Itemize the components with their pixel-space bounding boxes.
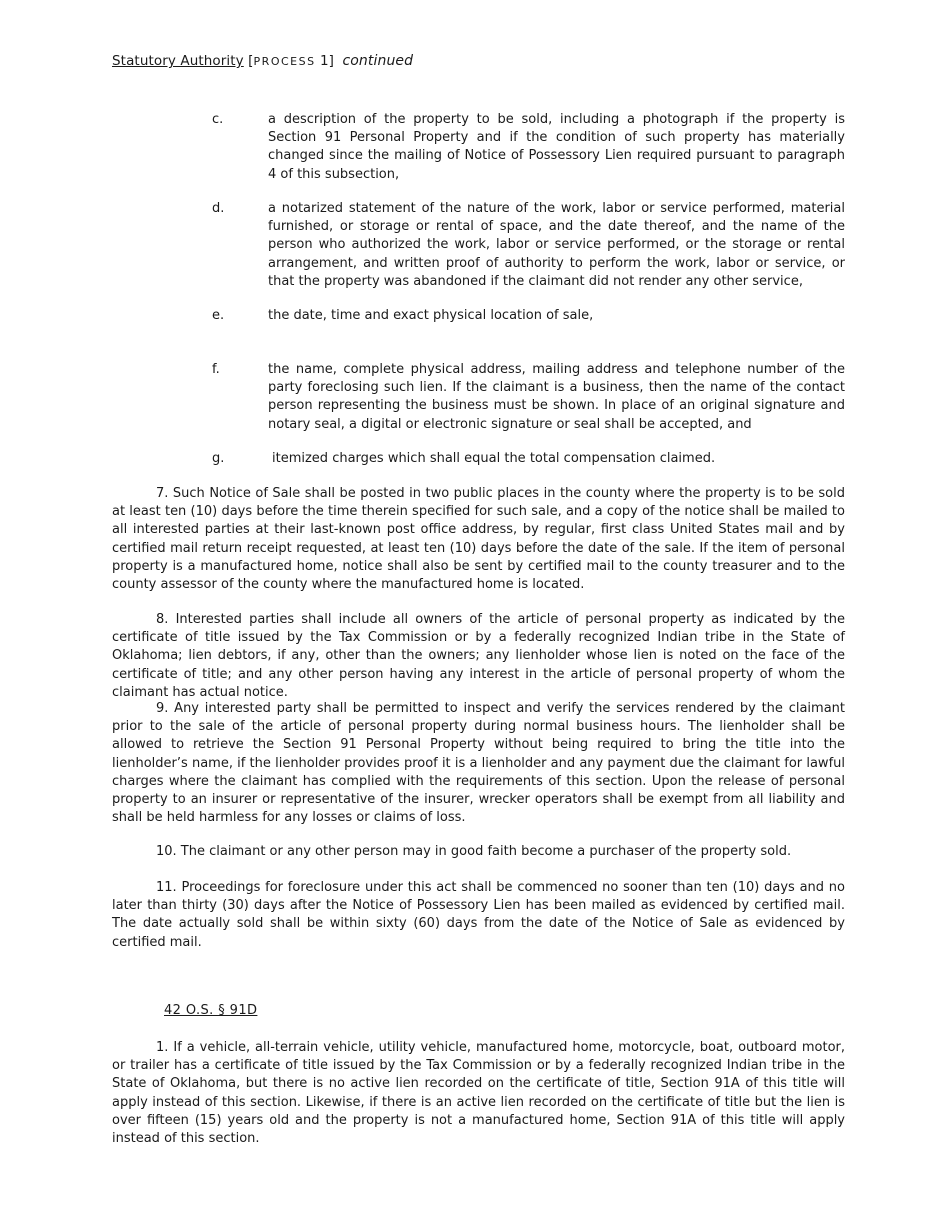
list-item-text: the date, time and exact physical location of sale, xyxy=(268,308,594,323)
list-item-text: itemized charges which shall equal the total compensation claimed. xyxy=(272,451,716,466)
paragraph-10: 10. The claimant or any other person may in good faith become a purchaser of the property sold. xyxy=(156,844,792,859)
paragraph-7: 7. Such Notice of Sale shall be posted in two public places in the county where the property is to be sold at least ten (10) days before the time therein specified for such sale, and a copy of the notice shall be mailed to all interested parties at their last-known post office address, by regular, first class United States mail and by certified mail return receipt requested, at least ten (10) days before the date of the sale. If the item of personal property is a manufactured home, notice shall also be sent by certified mail to the county treasurer and to the county assessor of the county where the manufactured home is located. xyxy=(112,486,845,593)
list-item-e xyxy=(212,307,845,325)
header-title: Statutory Authority xyxy=(112,53,244,69)
list-item-letter: c. xyxy=(212,112,224,127)
list-item-letter: d. xyxy=(212,201,225,216)
header-process: PROCESS xyxy=(253,55,316,68)
list-item-f xyxy=(212,361,845,434)
page-header xyxy=(112,53,413,69)
list-item-text: a notarized statement of the nature of the work, labor or service performed, material furnished, or storage or rental of space, and the date thereof, and the name of the person who authorized the work, labor or service performed, or the storage or rental arrangement, and written proof of authority to perform the work, labor or service, or that the property was abandoned if the claimant did not render any other service, xyxy=(268,201,845,289)
list-item-letter: f. xyxy=(212,362,220,377)
header-bracket: [ xyxy=(248,53,254,69)
list-item-g xyxy=(212,450,845,468)
list-item-text: the name, complete physical address, mailing address and telephone number of the party foreclosing such lien. If the claimant is a business, then the name of the contact person representing the business must be shown. In place of an original signature and notary seal, a digital or electronic signature or seal shall be accepted, and xyxy=(268,362,845,432)
list-item-text: a description of the property to be sold, including a photograph if the property is Section 91 Personal Property and if the condition of such property has materially changed since the mailing of Notice of Possessory Lien required pursuant to paragraph 4 of this subsection, xyxy=(268,112,845,182)
list-item-d xyxy=(212,200,845,291)
paragraph-9: 9. Any interested party shall be permitted to inspect and verify the services rendered by the claimant prior to the sale of the article of personal property during normal business hours. The lienholder shall be allowed to retrieve the Section 91 Personal Property without being required to bring the title into the lienholder’s name, if the lienholder provides proof it is a lienholder and any payment due the claimant for lawful charges where the claimant has complied with the requirements of this section. Upon the release of personal property to an insurer or representative of the insurer, wrecker operators shall be exempt from all liability and shall be held harmless for any losses or claims of loss. xyxy=(112,701,845,826)
list-item-c xyxy=(212,111,845,184)
list-item-letter: g. xyxy=(212,451,225,466)
section-heading: 42 O.S. § 91D xyxy=(164,1003,258,1018)
list-item-letter: e. xyxy=(212,308,225,323)
paragraph-8: 8. Interested parties shall include all owners of the article of personal property as indicated by the certificate of title issued by the Tax Commission or by a federally recognized Indian tribe in the State of Oklahoma; lien debtors, if any, other than the owners; any lienholder whose lien is noted on the face of the certificate of title; and any other person having any interest in the article of personal property of whom the claimant has actual notice. xyxy=(112,612,845,700)
section-paragraph-1: 1. If a vehicle, all-terrain vehicle, utility vehicle, manufactured home, motorcycle, boat, outboard motor, or trailer has a certificate of title issued by the Tax Commission or by a federally recognized Indian tribe in the State of Oklahoma, but there is no active lien recorded on the certificate of title, Section 91A of this title will apply instead of this section. Likewise, if there is an active lien recorded on the certificate of title but the lien is over fifteen (15) years old and the property is not a manufactured home, Section 91A of this title will apply instead of this section. xyxy=(112,1040,845,1147)
header-process-num: 1] xyxy=(319,53,335,69)
header-continued: continued xyxy=(342,53,414,69)
paragraph-11: 11. Proceedings for foreclosure under this act shall be commenced no sooner than ten (10) days and no later than thirty (30) days after the Notice of Possessory Lien has been mailed as evidenced by certified mail. The date actually sold shall be within sixty (60) days from the date of the Notice of Sale as evidenced by certified mail. xyxy=(112,880,845,950)
